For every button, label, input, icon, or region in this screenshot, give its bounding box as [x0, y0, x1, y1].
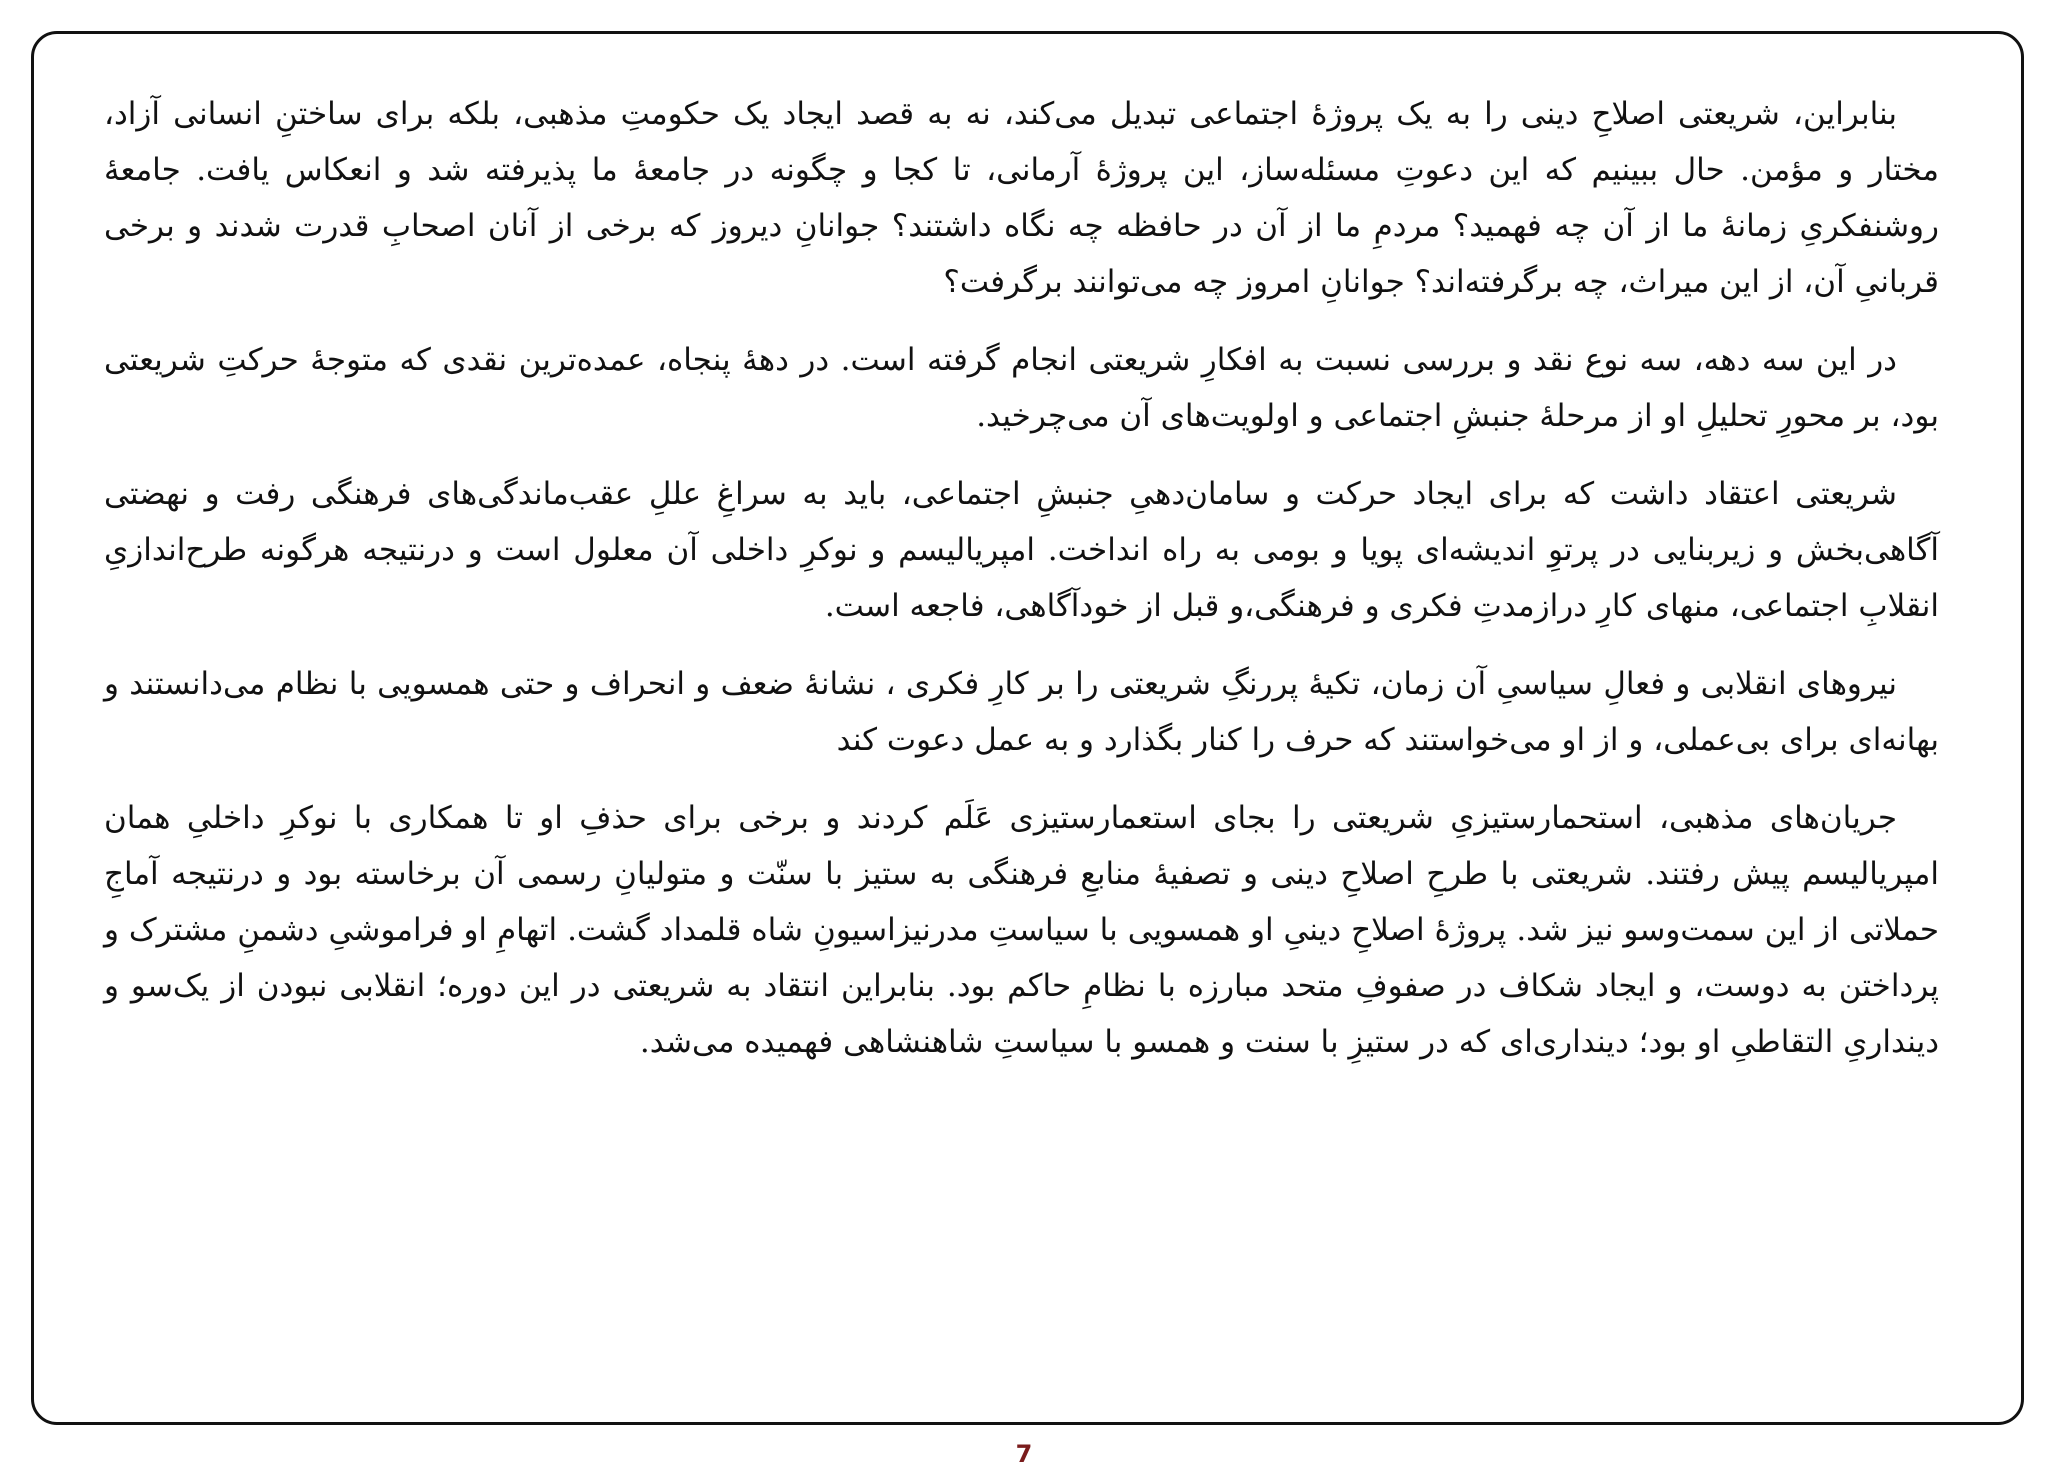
page-frame	[31, 31, 2024, 1425]
document-body	[104, 86, 1939, 1070]
paragraph-1: بنابراین، شریعتی اصلاحِ دینی را به یک پروژهٔ اجتماعی تبدیل می‌کند، نه به قصد ایجاد یک حکومتِ مذهبی، بلکه برای ساختنِ انسانی آزاد، مختار و مؤمن. حال ببینیم که این دعوتِ مسئله‌ساز، این پروژهٔ آرمانی، تا کجا و چگونه در جامعهٔ ما پذیرفته شد و انعکاس یافت. جامعهٔ روشنفکریِ زمانهٔ ما از آن چه فهمید؟ مردمِ ما از آن در حافظه چه نگاه داشتند؟ جوانانِ دیروز که برخی از آنان اصحابِ قدرت شدند و برخی قربانیِ آن، از این میراث، چه برگرفته‌اند؟ جوانانِ امروز چه می‌توانند برگرفت؟	[104, 96, 1939, 300]
paragraph-3: شریعتی اعتقاد داشت که برای ایجاد حرکت و سامان‌دهیِ جنبشِ اجتماعی، باید به سراغِ عللِ عقب‌ماندگی‌های فرهنگی رفت و نهضتی آگاهی‌بخش و زیربنایی در پرتوِ اندیشه‌ای پویا و بومی به راه انداخت. امپریالیسم و نوکرِ داخلی آن معلول است و درنتیجه هرگونه طرح‌اندازیِ انقلابِ اجتماعی، منهای کارِ درازمدتِ فکری و فرهنگی،و قبل از خودآگاهی، فاجعه است.	[104, 476, 1939, 624]
page-number: 7	[1015, 1440, 1033, 1468]
paragraph-5: جریان‌های مذهبی، استحمارستیزیِ شریعتی را بجای استعمارستیزی عَلَم کردند و برخی برای حذفِ او تا همکاری با نوکرِ داخلیِ همان امپریالیسم پیش رفتند. شریعتی با طرحِ اصلاحِ دینی و تصفیهٔ منابعِ فرهنگی به ستیز با سنّت و متولیانِ رسمی آن برخاسته بود و درنتیجه آماجِ حملاتی از این سمت‌وسو نیز شد. پروژهٔ اصلاحِ دینیِ او همسویی با سیاستِ مدرنیزاسیونِ شاه قلمداد گشت. اتهامِ او فراموشیِ دشمنِ مشترک و پرداختن به دوست، و ایجاد شکاف در صفوفِ متحد مبارزه با نظامِ حاکم بود. بنابراین انتقاد به شریعتی در این دوره؛ انقلابی نبودن از یک‌سو و دینداریِ التقاطیِ او بود؛ دینداری‌ای که در ستیزِ با سنت و همسو با سیاستِ شاهنشاهی فهمیده می‌شد.	[104, 800, 1939, 1060]
paragraph-4: نیروهای انقلابی و فعالِ سیاسیِ آن زمان، تکیهٔ پررنگِ شریعتی را بر کارِ فکری ، نشانهٔ ضعف و انحراف و حتی همسویی با نظام می‌دانستند و بهانه‌ای برای بی‌عملی، و از او می‌خواستند که حرف را کنار بگذارد و به عمل دعوت کند	[104, 666, 1939, 758]
paragraph-2: در این سه دهه، سه نوع نقد و بررسی نسبت به افکارِ شریعتی انجام گرفته است. در دههٔ پنجاه، عمده‌ترین نقدی که متوجهٔ حرکتِ شریعتی بود، بر محورِ تحلیلِ او از مرحلهٔ جنبشِ اجتماعی و اولویت‌های آن می‌چرخید.	[104, 342, 1939, 434]
